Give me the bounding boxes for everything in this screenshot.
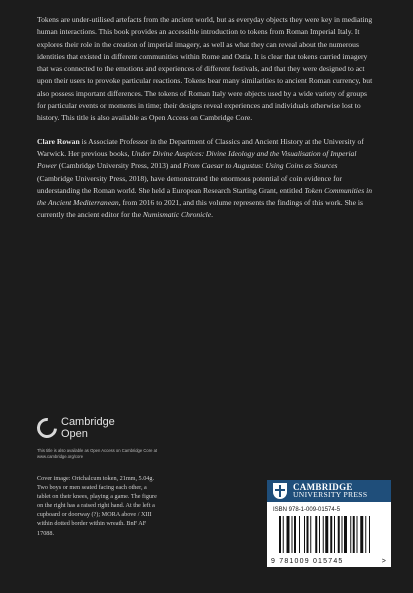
isbn-label: ISBN 978-1-009-01574-5 xyxy=(273,507,341,513)
cambridge-open-logo xyxy=(37,412,147,446)
back-cover-blurb xyxy=(37,14,373,233)
journal-title: Numismatic Chronicle xyxy=(142,210,212,220)
author-bio-paragraph xyxy=(37,136,373,222)
publisher-line-2: UNIVERSITY PRESS xyxy=(293,490,368,499)
bio-text-2: (Cambridge University Press, 2013) and xyxy=(56,161,184,171)
barcode-number xyxy=(271,558,387,565)
open-access-note: This title is also available as Open Access on Cambridge Core at www.cambridge.org/core xyxy=(37,448,158,459)
cover-image-caption: Cover image: Orichalcum token, 21mm, 5.04g. Two boys or men seated facing each other, a tablet on their knees, playing a game. The figure on the right has a raised right hand. At the left a cupboard or doorway (?); MORA above / XIII within dotted border within wreath. BnF AF 17088. xyxy=(37,475,157,537)
author-name: Clare Rowan xyxy=(37,136,80,146)
crest-icon xyxy=(273,483,287,499)
logo-line-2: Open xyxy=(61,427,88,440)
barcode-addon: > xyxy=(381,558,387,565)
logo-line-1: Cambridge xyxy=(61,416,115,428)
bio-text-5: . xyxy=(211,210,214,220)
bio-text-4: , from 2016 to 2021, and this volume represents the findings of this work. She is currently the ancient editor for the xyxy=(37,198,363,220)
description-paragraph: Tokens are under-utilised artefacts from the ancient world, but as everyday objects they were key in mediating human interactions. This book provides an accessible introduction to tokens from Roman Imperial Italy. It explores their role in the creation of imperial imagery, as well as what they can reveal about the numerous identities that existed in different communities within Rome and Ostia. It is clear that tokens carried imagery that was connected to the emotions and experiences of different festivals, and that they were designed to act upon their users to provoke particular reactions. Tokens bear many similarities to ancient Roman currency, but also possess important differences. The tokens of Roman Italy were objects used by a wide variety of groups for particular events or moments in time; their designs reveal experiences and individuals otherwise lost to history. This title is also available as Open Access on Cambridge Core. xyxy=(37,15,373,123)
open-access-icon xyxy=(33,414,61,442)
bio-text-3: (Cambridge University Press, 2018), have demonstrated the enormous potential of coin evidence for understanding the Roman world. She held a European Research Starting Grant, entitled xyxy=(37,173,342,195)
cambridge-open-wordmark xyxy=(61,417,115,440)
publisher-line-1: CAMBRIDGE xyxy=(293,482,353,492)
bio-text-1: is Associate Professor in the Department of Classics and Ancient History at the University of Warwick. Her previous books, xyxy=(37,136,364,158)
book-title-2: From Caesar to Augustus: Using Coins as Sources xyxy=(183,161,338,171)
barcode-digits: 9 781009 015745 xyxy=(271,558,344,565)
barcode-icon xyxy=(279,516,383,553)
cambridge-university-press-logo xyxy=(267,480,391,502)
barcode-panel xyxy=(267,502,391,567)
publisher-name xyxy=(293,483,367,499)
book-title-1: Under Divine Auspices: Divine Ideology and the Visualisation of Imperial Power xyxy=(37,148,357,171)
grant-title: Token Communities in the Ancient Mediterranean xyxy=(37,185,373,208)
